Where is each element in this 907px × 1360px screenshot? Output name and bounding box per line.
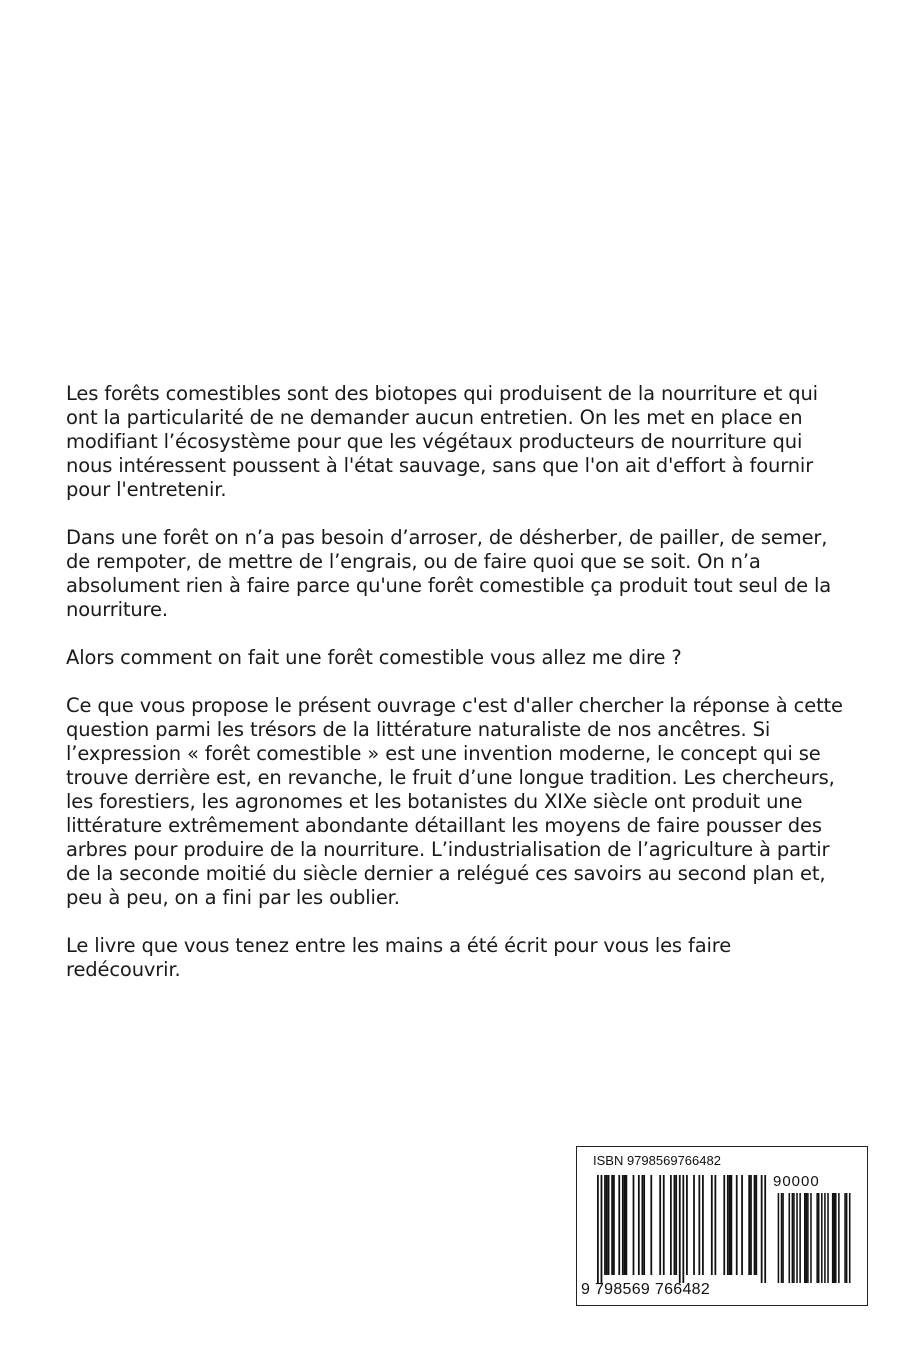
barcode-bar — [682, 1175, 684, 1283]
addon-bar — [781, 1193, 783, 1283]
barcode-bar — [611, 1175, 613, 1275]
barcode-bar — [638, 1175, 640, 1275]
barcode-bar — [714, 1175, 716, 1275]
addon-bar — [804, 1193, 806, 1283]
barcode-bar — [659, 1175, 661, 1275]
isbn-label: ISBN 9798569766482 — [593, 1153, 721, 1168]
barcode-bar — [761, 1175, 763, 1283]
addon-bar — [782, 1193, 784, 1283]
addon-bar — [832, 1193, 834, 1283]
barcode-bar — [702, 1175, 704, 1275]
barcode-bar — [663, 1175, 665, 1275]
barcode-bar — [741, 1175, 743, 1275]
addon-code: 90000 — [773, 1173, 820, 1190]
barcode-bar — [674, 1175, 676, 1275]
barcode-bar — [624, 1175, 626, 1275]
blurb-paragraph: Les forêts comestibles sont des biotopes qui produisent de la nourriture et qui ont la particularité de ne demander aucun entretien. On les met en place en modifiant l’écosystème pour que les végétaux producteurs de nourriture qui nous intéressent poussent à l'état sauvage, sans que l'on ait d'effort à fournir pour l'entretenir. — [66, 382, 818, 501]
addon-bar — [835, 1193, 837, 1283]
blurb-paragraph: Alors comment on fait une forêt comestible vous allez me dire ? — [66, 646, 682, 669]
barcode-bar — [606, 1175, 608, 1275]
addon-bar — [793, 1193, 795, 1283]
barcode-bar — [675, 1175, 677, 1275]
barcode-bar — [670, 1175, 672, 1275]
addon-bar — [824, 1193, 826, 1283]
barcode-bar — [727, 1175, 729, 1275]
addon-bar — [827, 1193, 829, 1283]
addon-bar — [849, 1193, 851, 1283]
barcode-bar — [613, 1175, 615, 1275]
barcode-bar — [679, 1175, 681, 1283]
barcode-bar — [736, 1175, 738, 1275]
addon-bar — [816, 1193, 818, 1283]
addon-bar — [818, 1193, 820, 1283]
back-cover-blurb — [66, 382, 846, 1006]
barcode-bar — [686, 1175, 688, 1275]
barcode-bar — [597, 1175, 599, 1283]
blurb-paragraph: Ce que vous propose le présent ouvrage c'est d'aller chercher la réponse à cette question parmi les trésors de la littérature naturaliste de nos ancêtres. Si l’expression « forêt comestible » est une invention moderne, le concept qui se trouve derrière est, en revanche, le fruit d’une longue tradition. Les chercheurs, les forestiers, les agronomes et les botanistes du XIXe siècle ont produit une littérature extrêmement abondante détaillant les moyens de faire pousser des arbres pour produire de la nourriture. L’industrialisation de l’agriculture à partir de la seconde moitié du siècle dernier a relégué ces savoirs au second plan et, peu à peu, on a fini par les oublier. — [66, 694, 843, 909]
addon-bar — [833, 1193, 835, 1283]
addon-bar — [778, 1193, 780, 1283]
barcode-bar — [622, 1175, 624, 1275]
addon-bar — [807, 1193, 809, 1283]
barcode-bar — [608, 1175, 610, 1275]
barcode-bar — [618, 1175, 620, 1275]
barcode-bar — [750, 1175, 752, 1275]
isbn-barcode-box — [576, 1146, 868, 1306]
addon-bar — [810, 1193, 812, 1283]
addon-bar — [821, 1193, 823, 1283]
blurb-paragraph: Le livre que vous tenez entre les mains a été écrit pour vous les faire redécouvrir. — [66, 934, 732, 981]
barcode-bar — [755, 1175, 757, 1275]
barcode-bar — [693, 1175, 695, 1275]
barcode-bar — [698, 1175, 700, 1275]
barcode-bar — [711, 1175, 713, 1275]
addon-bar — [844, 1193, 846, 1283]
barcode-bar — [625, 1175, 627, 1275]
barcode-bar — [643, 1175, 645, 1275]
addon-bar — [789, 1193, 791, 1283]
barcode-bar — [642, 1175, 644, 1275]
barcode-bar — [748, 1175, 750, 1275]
barcode-bar — [650, 1175, 652, 1275]
isbn-digits: 9 798569 766482 — [581, 1281, 711, 1298]
barcode-bar — [731, 1175, 733, 1275]
addon-bar — [846, 1193, 848, 1283]
barcode-bar — [601, 1175, 603, 1283]
blurb-paragraph: Dans une forêt on n’a pas besoin d’arroser, de désherber, de pailler, de semer, de rempoter, de mettre de l’engrais, ou de faire quoi que se soit. On n’a absolument rien à faire parce qu'une forêt comestible ça produit tout seul de la nourriture. — [66, 526, 832, 621]
addon-bar — [838, 1193, 840, 1283]
barcode-bar — [729, 1175, 731, 1275]
addon-bar — [806, 1193, 808, 1283]
addon-bar — [796, 1193, 798, 1283]
addon-bar — [792, 1193, 794, 1283]
barcode-bar — [604, 1175, 606, 1275]
addon-bar — [799, 1193, 801, 1283]
barcode-bar — [754, 1175, 756, 1275]
barcode-bar — [723, 1175, 725, 1275]
barcode-bar — [633, 1175, 635, 1275]
barcode-bar — [764, 1175, 766, 1283]
